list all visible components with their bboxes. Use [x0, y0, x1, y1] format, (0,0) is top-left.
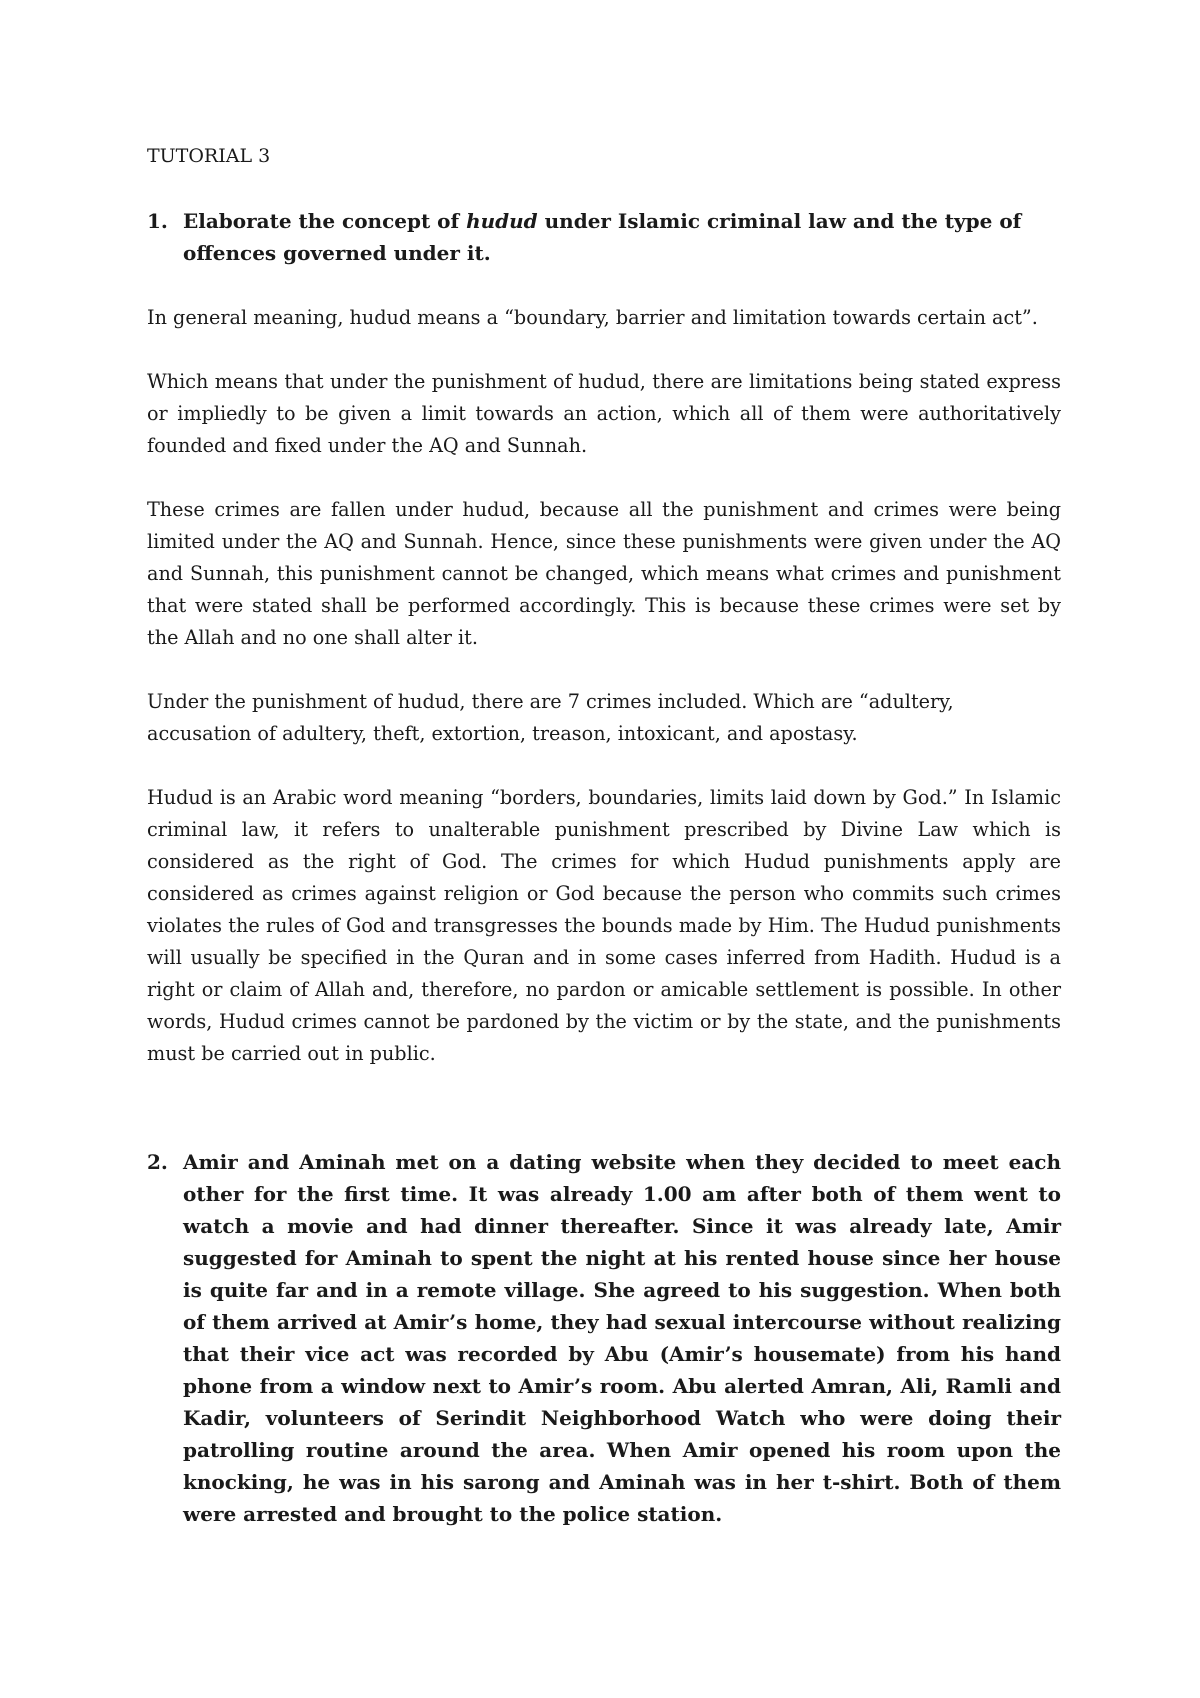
question-1-text-after: under Islamic criminal law and the type of offences governed under it. [183, 209, 1022, 265]
answer-paragraph-3: These crimes are fallen under hudud, because all the punishment and crimes were being limited under the AQ and Sunnah. Hence, since these punishments were given under the AQ and Sunnah, this punishment cannot be changed, which means what crimes and punishment that were stated shall be performed accordingly. This is because these crimes were set by the Allah and no one shall alter it. [147, 498, 1061, 649]
document-page [147, 140, 1061, 1530]
page-title: TUTORIAL 3 [147, 145, 271, 167]
question-1 [147, 205, 1061, 269]
question-1-text-before: Elaborate the concept of [183, 209, 467, 233]
question-2-number: 2. [147, 1150, 168, 1174]
question-2 [147, 1146, 1061, 1530]
question-2-text: Amir and Aminah met on a dating website when they decided to meet each other for the first time. It was already 1.00 am after both of them went to watch a movie and had dinner thereafter. Since it was already late, Amir suggested for Aminah to spent the night at his rented house since her house is quite far and in a remote village. She agreed to his suggestion. When both of them arrived at Amir’s home, they had sexual intercourse without realizing that their vice act was recorded by Abu (Amir’s housemate) from his hand phone from a window next to Amir’s room. Abu alerted Amran, Ali, Ramli and Kadir, volunteers of Serindit Neighborhood Watch who were doing their patrolling routine around the area. When Amir opened his room upon the knocking, he was in his sarong and Aminah was in her t-shirt. Both of them were arrested and brought to the police station. [183, 1150, 1061, 1526]
question-1-number: 1. [147, 209, 168, 233]
question-1-text [183, 205, 1061, 269]
answer-paragraph-1: In general meaning, hudud means a “boundary, barrier and limitation towards certain act”. [147, 306, 1038, 329]
question-1-emphasis: hudud [466, 209, 538, 233]
answer-paragraph-2: Which means that under the punishment of hudud, there are limitations being stated express or impliedly to be given a limit towards an action, which all of them were authoritatively founded and fixed under the AQ and Sunnah. [147, 370, 1061, 457]
answer-paragraph-5: Hudud is an Arabic word meaning “borders, boundaries, limits laid down by God.” In Islamic criminal law, it refers to unalterable punishment prescribed by Divine Law which is considered as the right of God. The crimes for which Hudud punishments apply are considered as crimes against religion or God because the person who commits such crimes violates the rules of God and transgresses the bounds made by Him. The Hudud punishments will usually be specified in the Quran and in some cases inferred from Hadith. Hudud is a right or claim of Allah and, therefore, no pardon or amicable settlement is possible. In other words, Hudud crimes cannot be pardoned by the victim or by the state, and the punishments must be carried out in public. [147, 786, 1061, 1065]
answer-paragraph-4: Under the punishment of hudud, there are 7 crimes included. Which are “adultery, accusation of adultery, theft, extortion, treason, intoxicant, and apostasy. [147, 690, 954, 745]
